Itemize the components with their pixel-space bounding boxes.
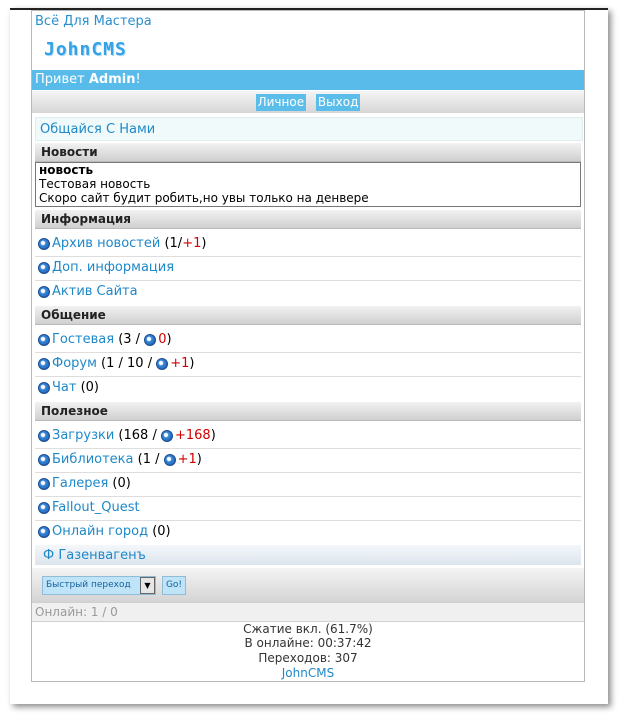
bullet-icon (38, 238, 50, 250)
news-box (35, 162, 581, 207)
new-icon[interactable] (144, 334, 156, 346)
quick-nav-selected: Быстрый переход (46, 580, 131, 590)
greeting-text: Привет Admin! (35, 72, 141, 87)
list-item-city: Онлайн город (0) (38, 523, 171, 541)
bullet-icon (38, 262, 50, 274)
bullet-icon (38, 526, 50, 538)
gallery-link[interactable]: Галерея (52, 476, 109, 491)
username: Admin (88, 72, 136, 87)
gazenwagen-link[interactable]: Ф Газенвагенъ (43, 548, 146, 563)
greeting-bar (32, 70, 584, 90)
go-button[interactable]: Go! (162, 576, 186, 595)
transitions-count: Переходов: 307 (258, 651, 358, 665)
chat-link[interactable]: Чат (52, 380, 77, 395)
compression-status: Сжатие вкл. (61.7%) (243, 622, 373, 636)
list-item-quest (38, 499, 140, 517)
page-container (31, 10, 585, 682)
divider (35, 256, 581, 257)
divider (35, 280, 581, 281)
archive-link[interactable]: Архив новостей (52, 236, 161, 251)
news-title: новость (39, 163, 94, 177)
divider (35, 448, 581, 449)
new-icon[interactable] (156, 358, 168, 370)
chevron-down-icon[interactable]: ▼ (140, 577, 155, 594)
contact-link-box (35, 117, 583, 141)
bullet-icon (38, 286, 50, 298)
downloads-link[interactable]: Загрузки (52, 428, 115, 443)
bullet-icon (38, 454, 50, 466)
list-item-library: Библиотека (1 / +1) (38, 451, 202, 469)
new-icon[interactable] (161, 430, 173, 442)
quick-nav-select[interactable] (42, 576, 156, 595)
divider (35, 520, 581, 521)
forum-link[interactable]: Форум (52, 356, 97, 371)
divider (35, 496, 581, 497)
list-item-guestbook: Гостевая (3 / 0) (38, 331, 172, 349)
site-title-link[interactable]: Всё Для Мастера (35, 14, 152, 29)
online-counter (32, 602, 584, 622)
bullet-icon (38, 334, 50, 346)
new-icon[interactable] (164, 454, 176, 466)
extra-info-link[interactable]: Доп. информация (52, 260, 175, 275)
city-link[interactable]: Онлайн город (52, 524, 149, 539)
time-online: В онлайне: 00:37:42 (244, 636, 372, 650)
list-item-downloads: Загрузки (168 / +168) (38, 427, 216, 445)
bullet-icon (38, 358, 50, 370)
logout-button[interactable]: Выход (317, 95, 359, 109)
useful-header: Полезное (35, 402, 581, 421)
bullet-icon (38, 382, 50, 394)
footer-brand-link[interactable]: JohnCMS (281, 666, 335, 680)
list-item-chat: Чат (0) (38, 379, 99, 397)
list-item-activity (38, 283, 138, 301)
news-line-1: Тестовая новость (39, 177, 151, 191)
activity-link[interactable]: Актив Сайта (52, 284, 138, 299)
guestbook-link[interactable]: Гостевая (52, 332, 115, 347)
bullet-icon (38, 478, 50, 490)
info-header: Информация (35, 210, 581, 229)
news-header: Новости (35, 143, 581, 162)
divider (35, 472, 581, 473)
user-menu (32, 91, 584, 113)
online-text: Онлайн: 1 / 0 (35, 605, 118, 619)
bullet-icon (38, 502, 50, 514)
personal-button[interactable]: Личное (257, 95, 305, 109)
list-item-gallery: Галерея (0) (38, 475, 131, 493)
contact-link[interactable]: Общайся С Нами (40, 122, 156, 137)
list-item-extra-info (38, 259, 174, 277)
site-logo: JohnCMS (44, 39, 127, 60)
bullet-icon (38, 430, 50, 442)
quest-link[interactable]: Fallout_Quest (52, 500, 140, 515)
library-link[interactable]: Библиотека (52, 452, 134, 467)
quick-nav-bar (32, 568, 584, 602)
divider (35, 352, 581, 353)
list-item-archive: Архив новостей (1/+1) (38, 235, 206, 253)
news-line-2: Скоро сайт будит робить,но увы только на денвере (39, 191, 369, 205)
divider (35, 376, 581, 377)
community-header: Общение (35, 306, 581, 325)
list-item-forum: Форум (1 / 10 / +1) (38, 355, 194, 373)
extra-link-bar (35, 545, 581, 565)
